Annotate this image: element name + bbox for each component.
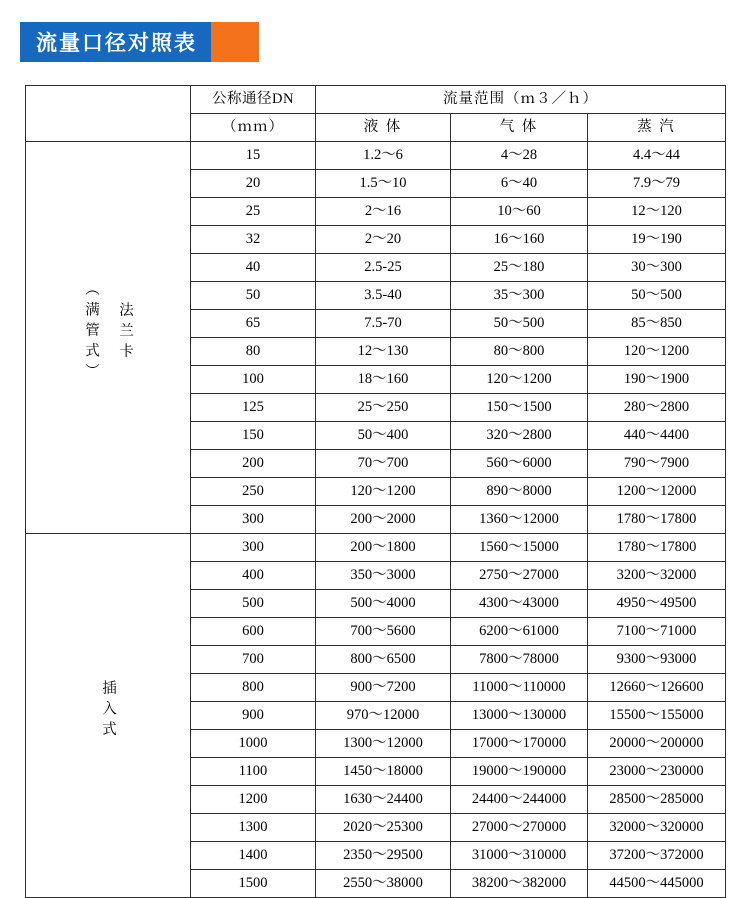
- cell-liquid: 18～160: [316, 366, 451, 394]
- cell-dn: 1100: [191, 758, 316, 786]
- cell-steam: 280～2800: [588, 394, 726, 422]
- cell-steam: 1200～12000: [588, 478, 726, 506]
- cell-dn: 50: [191, 282, 316, 310]
- header-category: [26, 86, 191, 142]
- cell-steam: 3200～32000: [588, 562, 726, 590]
- row-group-label-1: 插入式: [26, 534, 191, 898]
- table-row: [26, 534, 726, 562]
- row-group-label-0: 法兰卡 （满管式）: [26, 142, 191, 534]
- cell-liquid: 2350～29500: [316, 842, 451, 870]
- cell-steam: 85～850: [588, 310, 726, 338]
- header-dn: 公称通径DN: [191, 86, 316, 114]
- cell-liquid: 200～1800: [316, 534, 451, 562]
- cell-dn: 25: [191, 198, 316, 226]
- table-header-row-1: [26, 86, 726, 114]
- cell-dn: 1200: [191, 786, 316, 814]
- cell-dn: 15: [191, 142, 316, 170]
- header-gas: 气 体: [451, 114, 588, 142]
- cell-gas: 35～300: [451, 282, 588, 310]
- cell-liquid: 25～250: [316, 394, 451, 422]
- cell-dn: 32: [191, 226, 316, 254]
- cell-gas: 560～6000: [451, 450, 588, 478]
- cell-steam: 28500～285000: [588, 786, 726, 814]
- header-flow-range: 流量范围（ｍ３／ｈ）: [316, 86, 726, 114]
- cell-liquid: 12～130: [316, 338, 451, 366]
- cell-liquid: 1450～18000: [316, 758, 451, 786]
- cell-gas: 320～2800: [451, 422, 588, 450]
- cell-steam: 19～190: [588, 226, 726, 254]
- cell-steam: 32000～320000: [588, 814, 726, 842]
- cell-gas: 17000～170000: [451, 730, 588, 758]
- cell-gas: 7800～78000: [451, 646, 588, 674]
- cell-steam: 7100～71000: [588, 618, 726, 646]
- cell-dn: 1400: [191, 842, 316, 870]
- cell-liquid: 700～5600: [316, 618, 451, 646]
- cell-steam: 37200～372000: [588, 842, 726, 870]
- cell-dn: 600: [191, 618, 316, 646]
- cell-steam: 12660～126600: [588, 674, 726, 702]
- cell-gas: 2750～27000: [451, 562, 588, 590]
- cell-dn: 125: [191, 394, 316, 422]
- title-accent-block: [211, 22, 259, 62]
- cell-dn: 700: [191, 646, 316, 674]
- cell-steam: 44500～445000: [588, 870, 726, 898]
- header-steam: 蒸 汽: [588, 114, 726, 142]
- table-row: [26, 142, 726, 170]
- cell-dn: 300: [191, 534, 316, 562]
- cell-steam: 9300～93000: [588, 646, 726, 674]
- cell-dn: 40: [191, 254, 316, 282]
- cell-liquid: 1.2～6: [316, 142, 451, 170]
- cell-gas: 19000～190000: [451, 758, 588, 786]
- cell-liquid: 7.5-70: [316, 310, 451, 338]
- cell-gas: 13000～130000: [451, 702, 588, 730]
- cell-steam: 7.9～79: [588, 170, 726, 198]
- cell-dn: 65: [191, 310, 316, 338]
- cell-steam: 23000～230000: [588, 758, 726, 786]
- cell-dn: 200: [191, 450, 316, 478]
- cell-gas: 120～1200: [451, 366, 588, 394]
- flow-diameter-table: [25, 85, 726, 898]
- cell-liquid: 3.5-40: [316, 282, 451, 310]
- cell-gas: 80～800: [451, 338, 588, 366]
- cell-gas: 31000～310000: [451, 842, 588, 870]
- cell-liquid: 2020～25300: [316, 814, 451, 842]
- cell-liquid: 200～2000: [316, 506, 451, 534]
- title-banner: [20, 22, 259, 62]
- cell-liquid: 2.5-25: [316, 254, 451, 282]
- cell-steam: 440～4400: [588, 422, 726, 450]
- cell-gas: 1560～15000: [451, 534, 588, 562]
- cell-dn: 1300: [191, 814, 316, 842]
- flow-diameter-table-wrapper: [25, 85, 725, 898]
- cell-steam: 15500～155000: [588, 702, 726, 730]
- cell-liquid: 50～400: [316, 422, 451, 450]
- cell-liquid: 1300～12000: [316, 730, 451, 758]
- cell-liquid: 970～12000: [316, 702, 451, 730]
- cell-dn: 900: [191, 702, 316, 730]
- cell-steam: 50～500: [588, 282, 726, 310]
- cell-gas: 38200～382000: [451, 870, 588, 898]
- cell-dn: 500: [191, 590, 316, 618]
- header-liquid: 液 体: [316, 114, 451, 142]
- cell-dn: 80: [191, 338, 316, 366]
- cell-gas: 11000～110000: [451, 674, 588, 702]
- cell-dn: 150: [191, 422, 316, 450]
- cell-gas: 24400～244000: [451, 786, 588, 814]
- cell-steam: 4.4～44: [588, 142, 726, 170]
- cell-liquid: 900～7200: [316, 674, 451, 702]
- cell-liquid: 2550～38000: [316, 870, 451, 898]
- cell-gas: 50～500: [451, 310, 588, 338]
- cell-dn: 300: [191, 506, 316, 534]
- page-title: 流量口径对照表: [20, 22, 211, 62]
- cell-gas: 4300～43000: [451, 590, 588, 618]
- cell-dn: 1000: [191, 730, 316, 758]
- cell-dn: 1500: [191, 870, 316, 898]
- cell-liquid: 500～4000: [316, 590, 451, 618]
- cell-gas: 150～1500: [451, 394, 588, 422]
- cell-dn: 100: [191, 366, 316, 394]
- cell-gas: 6200～61000: [451, 618, 588, 646]
- cell-steam: 30～300: [588, 254, 726, 282]
- cell-gas: 4～28: [451, 142, 588, 170]
- cell-liquid: 120～1200: [316, 478, 451, 506]
- cell-dn: 250: [191, 478, 316, 506]
- cell-gas: 16～160: [451, 226, 588, 254]
- cell-liquid: 1.5～10: [316, 170, 451, 198]
- cell-liquid: 1630～24400: [316, 786, 451, 814]
- cell-steam: 4950～49500: [588, 590, 726, 618]
- cell-liquid: 2～16: [316, 198, 451, 226]
- cell-steam: 20000～200000: [588, 730, 726, 758]
- cell-liquid: 2～20: [316, 226, 451, 254]
- cell-liquid: 800～6500: [316, 646, 451, 674]
- cell-gas: 25～180: [451, 254, 588, 282]
- cell-gas: 890～8000: [451, 478, 588, 506]
- cell-steam: 1780～17800: [588, 506, 726, 534]
- cell-steam: 790～7900: [588, 450, 726, 478]
- cell-gas: 27000～270000: [451, 814, 588, 842]
- cell-dn: 800: [191, 674, 316, 702]
- cell-liquid: 70～700: [316, 450, 451, 478]
- cell-gas: 1360～12000: [451, 506, 588, 534]
- cell-steam: 1780～17800: [588, 534, 726, 562]
- cell-gas: 6～40: [451, 170, 588, 198]
- cell-gas: 10～60: [451, 198, 588, 226]
- cell-steam: 190～1900: [588, 366, 726, 394]
- cell-dn: 400: [191, 562, 316, 590]
- cell-dn: 20: [191, 170, 316, 198]
- cell-steam: 120～1200: [588, 338, 726, 366]
- header-dn-unit: （ｍｍ）: [191, 114, 316, 142]
- cell-steam: 12～120: [588, 198, 726, 226]
- cell-liquid: 350～3000: [316, 562, 451, 590]
